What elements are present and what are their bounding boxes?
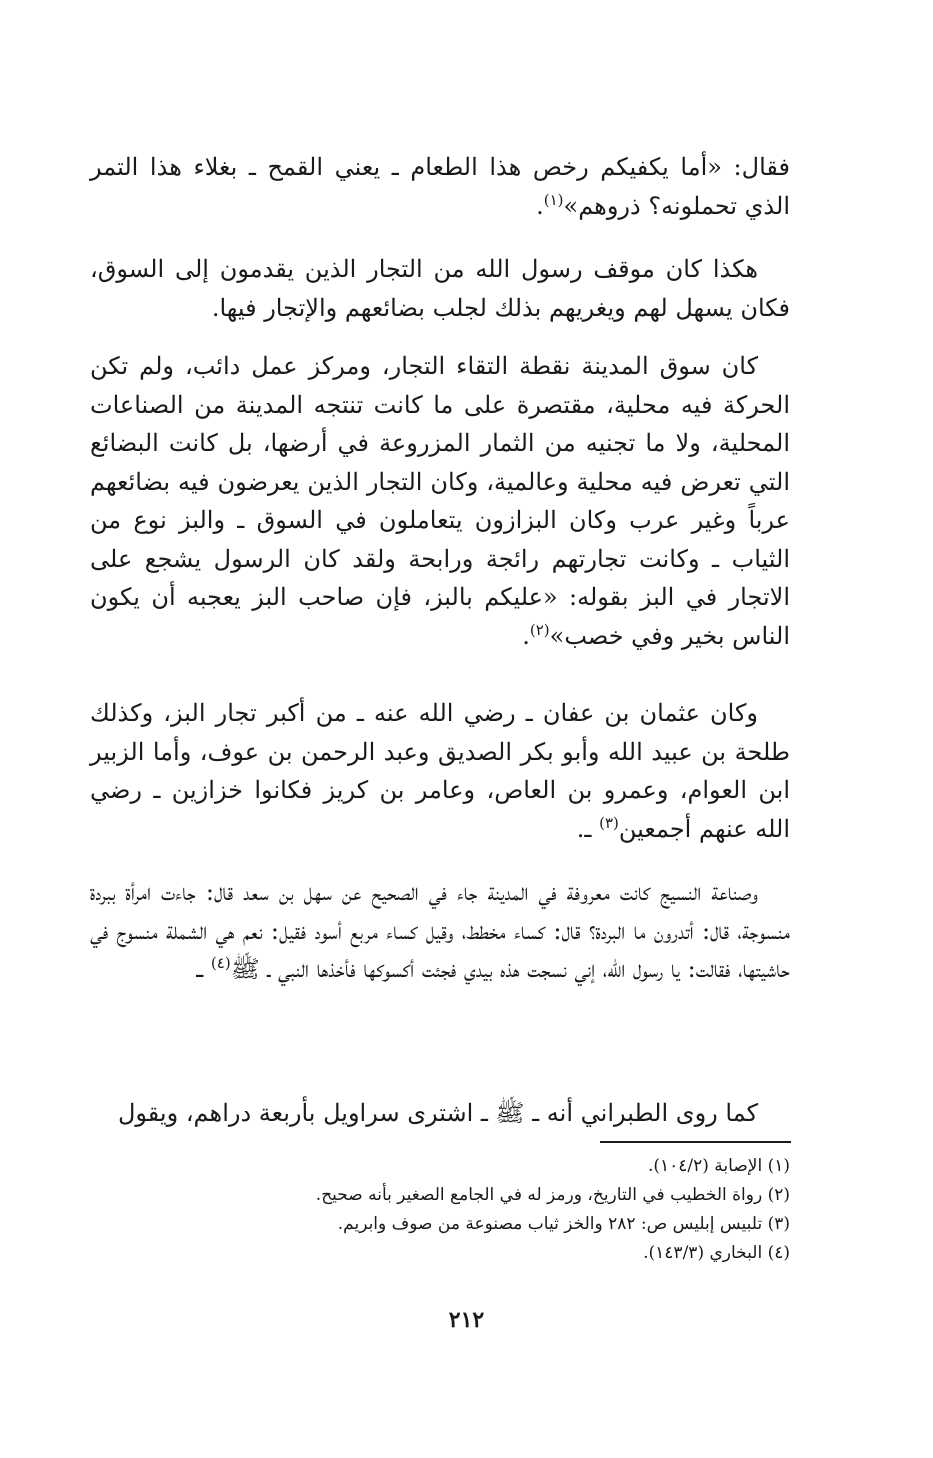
paragraph-2: [90, 250, 790, 327]
paragraph-tail: ـ.: [576, 814, 600, 843]
paragraph-6: [90, 1094, 790, 1133]
paragraph-tail: .: [522, 621, 530, 650]
paragraph-text: فقال: «أما يكفيكم رخص هذا الطعام ـ يعني القمح ـ بغلاء هذا التمر الذي تحملونه؟ ذروهم»: [90, 153, 790, 220]
paragraph-text: كما روى الطبراني أنه ـ ﷺ ـ اشترى سراويل بأربعة دراهم، ويقول: [117, 1099, 758, 1127]
paragraph-text: هكذا كان موقف رسول الله من التجار الذين يقدمون إلى السوق، فكان يسهل لهم ويغريهم بذلك لجلب بضائعهم والإتجار فيها.: [90, 255, 790, 322]
paragraph-1: [90, 148, 790, 225]
page-number: ٢١٢: [448, 1307, 485, 1333]
paragraph-text: كان سوق المدينة نقطة التقاء التجار، ومركز عمل دائب، ولم تكن الحركة فيه محلية، مقتصرة على ما كانت تنتجه المدينة من الصناعات المحلية، ولا ما تجنيه من الثمار المزروعة في أرضها، بل كانت البضائع التي تعرض فيه محلية وعالمية، وكان التجار الذين يعرضون فيه بضائعهم عرباً وغير عرب وكان البزازون يتعاملون في السوق ـ والبز نوع من الثياب ـ وكانت تجارتهم رائجة ورابحة ولقد كان الرسول يشجع على الاتجار في البز بقوله: «عليكم بالبز، فإن صاحب البز يعجبه أن يكون الناس بخير وفي خصب»: [90, 352, 790, 650]
paragraph-4: [90, 694, 790, 848]
footnote-ref: (٣): [599, 813, 619, 832]
footnote-ref: (١): [543, 190, 564, 209]
paragraph-5: [90, 873, 790, 989]
footnote-1: (١) الإصابة (١٠٤/٢).: [647, 1156, 790, 1176]
paragraph-text: وصناعة النسيج كانت معروفة في المدينة جاء في الصحيح عن سهل بن سعد قال: جاءت امرأة ببردة منسوجة، قال: أتدرون ما البردة؟ قال: كساء مخطط، وقيل كساء مربع أسود فقيل: نعم هي الشملة منسوج في حاشيتها، فقالت: يا رسول الله، إني نسجت هذه بيدي فجئت أكسوكها فأخذها النبي ـ ﷺ: [90, 878, 790, 983]
footnote-ref: (٤): [210, 954, 231, 972]
paragraph-tail: .: [536, 191, 544, 220]
footnote-ref: (٢): [529, 620, 550, 639]
paragraph-3: [90, 347, 790, 655]
footnote-3: (٣) تلبيس إبليس ص: ٢٨٢ والخز ثياب مصنوعة من صوف وابريم.: [337, 1214, 790, 1234]
paragraph-tail: ـ: [196, 955, 211, 983]
paragraph-text: وكان عثمان بن عفان ـ رضي الله عنه ـ من أكبر تجار البز، وكذلك طلحة بن عبيد الله وأبو بكر الصديق وعبد الرحمن بن عوف، وأما الزبير ابن العوام، وعمرو بن العاص، وعامر بن كريز فكانوا خزازين ـ رضي الله عنهم أجمعين: [90, 699, 790, 843]
footnote-4: (٤) البخاري (١٤٣/٣).: [643, 1243, 790, 1263]
footnote-divider: [600, 1141, 791, 1143]
footnotes: [90, 1152, 790, 1268]
footnote-2: (٢) رواة الخطيب في التاريخ، ورمز له في الجامع الصغير بأنه صحيح.: [315, 1185, 790, 1205]
